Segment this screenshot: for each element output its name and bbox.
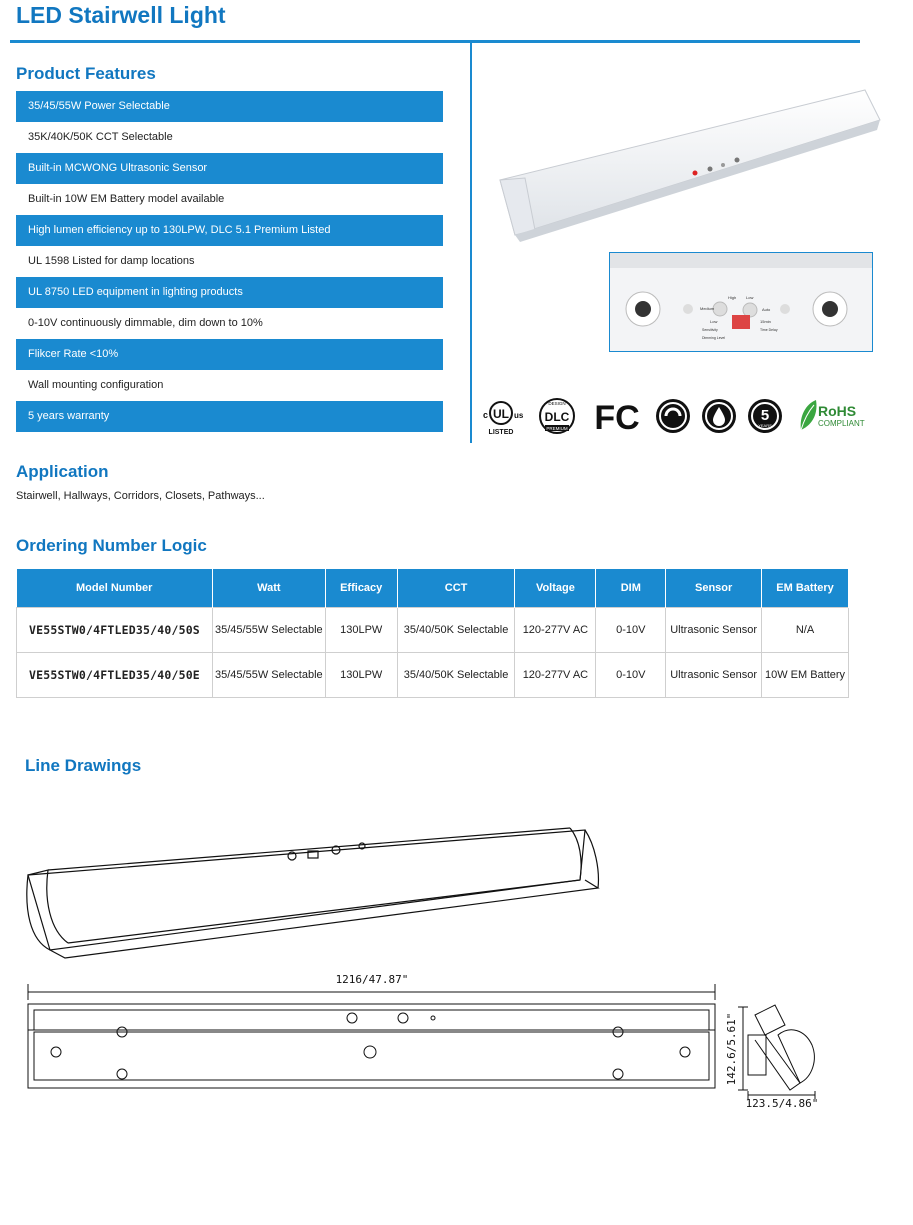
feature-item: Built-in 10W EM Battery model available xyxy=(28,193,225,205)
panel-label-sensitivity: Sensitivity xyxy=(702,328,718,332)
damp-location-icon xyxy=(699,396,739,436)
panel-label-dimming: Dimming Level xyxy=(702,336,726,340)
table-header: Watt xyxy=(212,569,325,607)
table-cell: 35/45/55W Selectable xyxy=(212,607,325,652)
table-cell: 120-277V AC xyxy=(515,607,596,652)
application-heading: Application xyxy=(16,462,109,481)
depth-dimension: 123.5/4.86" xyxy=(745,1097,819,1110)
table-cell: 35/40/50K Selectable xyxy=(397,607,515,652)
column-divider xyxy=(470,43,472,443)
title-divider xyxy=(10,40,860,43)
rohs-text: RoHS xyxy=(818,403,857,419)
table-header: Voltage xyxy=(515,569,596,607)
cul-listed-text: LISTED xyxy=(488,429,514,436)
top-view-line-drawing xyxy=(20,970,720,1100)
drawings-heading: Line Drawings xyxy=(25,756,142,775)
side-view-line-drawing xyxy=(720,995,835,1110)
table-row xyxy=(17,652,849,697)
table-cell: 130LPW xyxy=(325,652,397,697)
table-cell: Ultrasonic Sensor xyxy=(666,652,762,697)
panel-label-high: High xyxy=(728,295,737,300)
table-cell: Ultrasonic Sensor xyxy=(666,607,762,652)
dlc-bottom-text: PREMIUM xyxy=(546,426,568,431)
feature-item: 5 years warranty xyxy=(16,401,443,432)
panel-label-low2: Low xyxy=(710,319,718,324)
dlc-top-text: DESIGN xyxy=(548,401,566,406)
table-cell: 130LPW xyxy=(325,607,397,652)
application-text: Stairwell, Hallways, Corridors, Closets, Pathways... xyxy=(16,490,265,502)
table-header: CCT xyxy=(397,569,515,607)
cul-c-text: c xyxy=(483,410,489,420)
feature-item: UL 8750 LED equipment in lighting products xyxy=(16,277,443,308)
svg-text:UL: UL xyxy=(493,407,509,421)
feature-item: 0-10V continuously dimmable, dim down to 10% xyxy=(28,317,263,329)
fcc-icon xyxy=(590,396,644,436)
table-cell-model: VE55STW0/4FTLED35/40/50S xyxy=(17,607,213,652)
table-cell: N/A xyxy=(762,607,849,652)
dlc-mark-text: DLC xyxy=(544,410,570,424)
length-dimension: 1216/47.87" xyxy=(335,973,409,986)
feature-item: High lumen efficiency up to 130LPW, DLC 5.1 Premium Listed xyxy=(16,215,443,246)
warranty-badge-icon xyxy=(745,396,785,436)
feature-item: 35/45/55W Power Selectable xyxy=(16,91,443,122)
panel-label-15min: 15min xyxy=(760,319,771,324)
panel-label-time-delay: Time Delay xyxy=(760,328,778,332)
sensor-panel-photo xyxy=(609,252,873,352)
warranty-number: 5 xyxy=(760,407,770,424)
rohs-compliant-icon xyxy=(796,396,882,436)
table-header-row xyxy=(17,569,849,607)
ordering-heading: Ordering Number Logic xyxy=(16,536,207,555)
feature-item: UL 1598 Listed for damp locations xyxy=(28,255,195,267)
table-cell: 0-10V xyxy=(596,652,666,697)
feature-item: Built-in MCWONG Ultrasonic Sensor xyxy=(16,153,443,184)
table-header: Model Number xyxy=(17,569,213,607)
panel-label-low: Low xyxy=(746,295,754,300)
table-cell: 35/45/55W Selectable xyxy=(212,652,325,697)
rohs-sub-text: COMPLIANT xyxy=(818,419,865,428)
warranty-label: YEARS xyxy=(758,423,772,428)
table-header: DIM xyxy=(596,569,666,607)
feature-item: 35K/40K/50K CCT Selectable xyxy=(28,131,173,143)
table-cell-model: VE55STW0/4FTLED35/40/50E xyxy=(17,652,213,697)
features-heading: Product Features xyxy=(16,64,156,83)
fcc-text: FC xyxy=(594,399,640,436)
table-cell: 120-277V AC xyxy=(515,652,596,697)
features-list xyxy=(16,91,443,432)
feature-item: Wall mounting configuration xyxy=(28,379,164,391)
page-title: LED Stairwell Light xyxy=(16,2,226,28)
panel-label-medium: Medium xyxy=(700,306,715,311)
table-header: EM Battery xyxy=(762,569,849,607)
table-row xyxy=(17,607,849,652)
table-header: Efficacy xyxy=(325,569,397,607)
feature-item: Flikcer Rate <10% xyxy=(16,339,443,370)
product-photo xyxy=(485,80,885,245)
table-cell: 0-10V xyxy=(596,607,666,652)
dlc-premium-icon xyxy=(538,394,576,438)
height-dimension: 142.6/5.61" xyxy=(725,1012,738,1086)
table-cell: 35/40/50K Selectable xyxy=(397,652,515,697)
sensor-panel-drawing xyxy=(610,253,872,351)
ordering-table xyxy=(16,569,849,698)
flicker-free-icon xyxy=(653,396,693,436)
table-header: Sensor xyxy=(666,569,762,607)
panel-label-auto: Auto xyxy=(762,307,771,312)
cul-us-listed-icon xyxy=(478,396,524,436)
perspective-line-drawing xyxy=(20,800,600,960)
certification-logos xyxy=(478,392,883,440)
table-cell: 10W EM Battery xyxy=(762,652,849,697)
cul-us-text: us xyxy=(514,411,524,420)
